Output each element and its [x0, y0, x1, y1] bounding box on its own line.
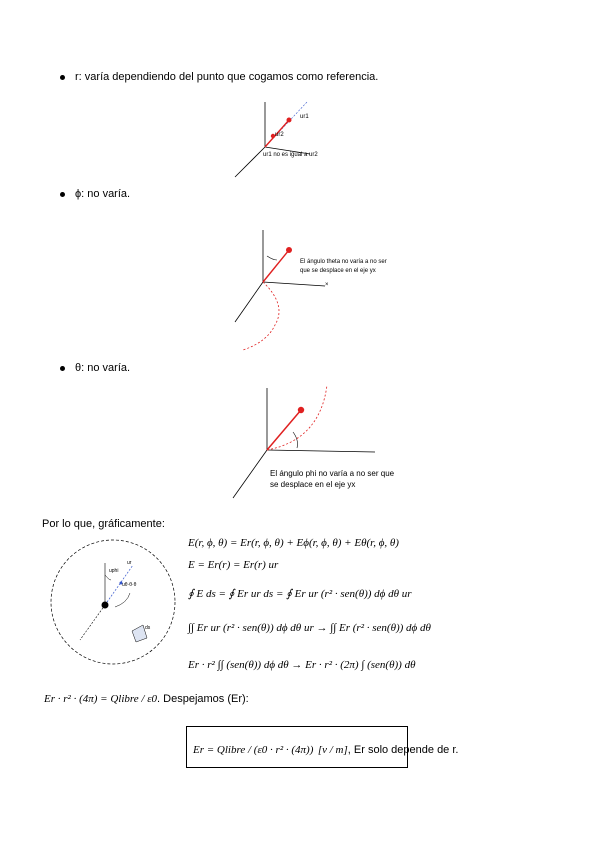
bullet-text: no varía.	[84, 362, 131, 374]
equation-2: E = Er(r) = Er(r) ur	[188, 559, 279, 571]
figure-theta	[225, 220, 445, 355]
label-utheta: uθ·θ·θ	[122, 582, 137, 588]
fig2-caption-line2: que se desplace en el eje yx	[300, 268, 376, 274]
equation-gauss-result	[44, 689, 249, 707]
equation-4: ∫∫ Er ur (r² · sen(θ)) dϕ dθ ur → ∫∫ Er (r² · sen(θ)) dϕ dθ	[188, 622, 431, 634]
equation-gauss-text: . Despejamos (Er):	[157, 693, 249, 705]
result-text: , Er solo depende de r.	[347, 744, 459, 756]
fig2-mark: ×	[325, 282, 329, 288]
bullet-text: no varía.	[84, 188, 131, 200]
intro-text: Por lo que, gráficamente:	[42, 518, 165, 530]
bullet-phi	[60, 188, 130, 200]
figure-gauss-sphere	[45, 535, 185, 670]
fig3-caption-line2: se desplace en el eje yx	[270, 480, 356, 489]
figure-ur-vectors	[225, 92, 345, 182]
equation-1: E(r, ϕ, θ) = Er(r, ϕ, θ) + Eϕ(r, ϕ, θ) + Eθ(r, ϕ, θ)	[188, 537, 399, 549]
bullet-dot	[60, 192, 65, 197]
result-formula	[193, 740, 458, 758]
bullet-dot	[60, 366, 65, 371]
bullet-symbol: θ:	[75, 362, 85, 374]
result-units: [v / m]	[317, 744, 348, 756]
result-lhs: Er = Qlibre / (ε0 · r² · (4π))	[193, 744, 314, 756]
bullet-symbol: ϕ:	[75, 188, 85, 200]
label-ds: ds	[145, 625, 151, 631]
fig1-caption: ur1 no es igual a ur2	[263, 152, 318, 158]
equation-5: Er · r² ∫∫ (sen(θ)) dϕ dθ → Er · r² · (2π) ∫ (sen(θ)) dθ	[188, 659, 416, 671]
label-ur2: ur2	[275, 132, 284, 138]
bullet-symbol: r:	[75, 71, 82, 83]
label-ur: ur	[127, 560, 132, 566]
label-ur1: ur1	[300, 114, 309, 120]
equation-gauss-lhs: Er · r² · (4π) = Qlibre / ε0	[44, 693, 158, 705]
bullet-r	[60, 71, 378, 83]
fig2-caption-line1: El ángulo theta no varía a no ser	[300, 259, 387, 265]
bullet-text: varía dependiendo del punto que cogamos como referencia.	[81, 71, 379, 83]
bullet-dot	[60, 75, 65, 80]
equation-3: ∮ E ds = ∮ Er ur ds = ∮ Er ur (r² · sen(θ)) dϕ dθ ur	[188, 588, 412, 600]
label-uphi: uphi	[109, 568, 119, 574]
bullet-theta	[60, 362, 130, 374]
fig3-caption-line1: El ángulo phi no varía a no ser que	[270, 469, 395, 478]
figure-phi	[225, 380, 445, 505]
